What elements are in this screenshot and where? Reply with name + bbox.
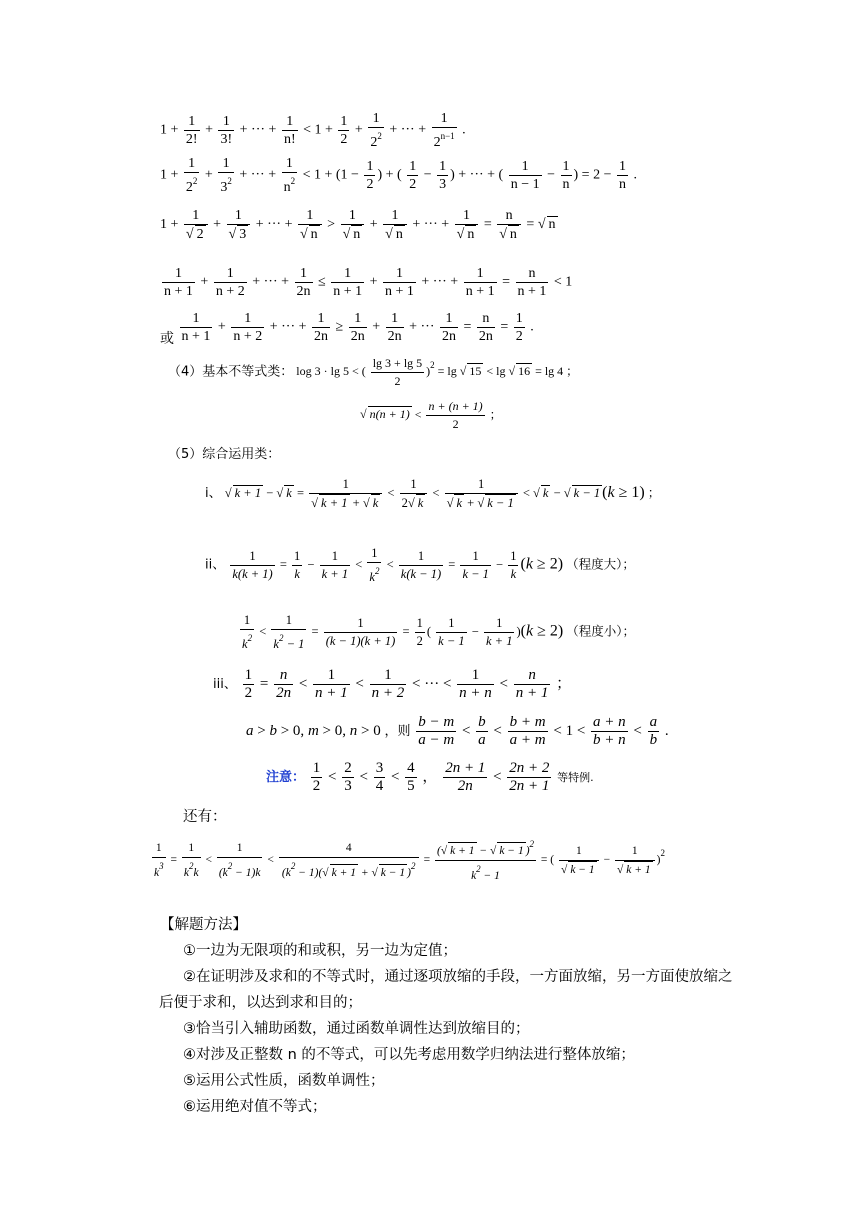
- item-i-label: i、: [205, 485, 222, 501]
- section-5-label: （5）综合运用类：: [168, 447, 281, 462]
- method-3: ③恰当引入辅助函数，通过函数单调性达到放缩目的；: [183, 1021, 530, 1037]
- formula-line-4: $\frac{1}{n + 1}$ + $\frac{1}{n + 2}$ + ··· + $\frac{1}{2n}$ ≤ $\frac{1}{n + 1}$ + $\frac{1}{n + 1}$ + ··· + $\frac{1}{n + 1}$ = $\frac{n}{n + 1}$ < 1: [164, 266, 573, 299]
- note-line: 注意： $\frac{1}{2}$ < $\frac{2}{3}$ < $\frac{3}{4}$ < $\frac{4}{5}$ ， $\frac{2n + 1}{2n}$ < $\frac{2n + 2}{2n + 1}$ 等特例.: [266, 760, 594, 794]
- methods-heading: 【解题方法】: [160, 917, 247, 933]
- formula-line-5: 或 $\frac{1}{n + 1}$ + $\frac{1}{n + 2}$ + ··· + $\frac{1}{2n}$ ≥ $\frac{1}{2n}$ + $\frac{1}{2n}$ + ··· $\frac{1}{2n}$ = $\frac{n}{2n}$ = $\frac{1}{2}$ .: [160, 311, 534, 347]
- note-label: 注意：: [266, 769, 306, 785]
- section-4-b: √ n(n + 1) < $\frac{n + (n + 1)}{2}$ ；: [360, 398, 502, 433]
- item-iii-b: a > b > 0, m > 0, n > 0 ，则 $\frac{b - m}{a - m}$ < $\frac{b}{a}$ < $\frac{b + m}{a + m}$ < 1 < $\frac{a + n}{b + n}$ < $\frac{a}{b}$ .: [246, 714, 669, 748]
- item-i: i、 √ k + 1 − √ k = 1 √ k + 1 + √ k < $\frac{1}{2√ k}$ < 1 √ k + √ k − 1 < √ k − √ k − 1 (k ≥ 1) ；: [205, 476, 660, 512]
- formula-line-1: 1 + $\frac{1}{2!}$ + $\frac{1}{3!}$ + ··· + $\frac{1}{n!}$ < 1 + $\frac{1}{2}$ + $\frac{1}{2^2}$ + ··· + $\frac{1}{2^{n-1}}$ .: [160, 111, 466, 150]
- method-5: ⑤运用公式性质，函数单调性；: [183, 1073, 385, 1089]
- item-iii: iii、 $\frac{1}{2}$ = $\frac{n}{2n}$ < $\frac{1}{n + 1}$ < $\frac{1}{n + 2}$ < ··· < $\frac{1}{n + n}$ < $\frac{n}{n + 1}$ ；: [213, 667, 572, 701]
- method-1: ①一边为无限项的和或积，另一边为定值；: [183, 943, 457, 959]
- method-2b: 后便于求和，以达到求和目的；: [159, 995, 362, 1011]
- ii2-note: （程度小）；: [566, 623, 636, 639]
- note-tail: 等特例.: [557, 770, 594, 784]
- formula-line-3: 1 + 1 √ 2 + 1 √ 3 + ··· + 1 √ n > 1 √ n + 1 √ n + ··· + 1 √ n = n √ n = √ n: [160, 207, 558, 243]
- item-ii-2: $\frac{1}{k^2}$ < $\frac{1}{k^2 - 1}$ = $\frac{1}{(k - 1)(k + 1)}$ = $\frac{1}{2}$ ( $\frac{1}{k - 1}$ − $\frac{1}{k + 1}$ )(k ≥ 2) （程度小）；: [242, 613, 636, 651]
- ii-note: （程度大）；: [566, 556, 635, 572]
- item-ii: ii、 $\frac{1}{k(k + 1)}$ = $\frac{1}{k}$ − $\frac{1}{k + 1}$ < $\frac{1}{k^2}$ < $\frac{1}{k(k - 1)}$ = $\frac{1}{k - 1}$ − $\frac{1}{k}$ (k ≥ 2) （程度大）；: [205, 546, 635, 584]
- item-ii-label: ii、: [205, 557, 226, 573]
- item-iii-label: iii、: [213, 676, 237, 692]
- or-label: 或: [160, 330, 174, 347]
- method-4: ④对涉及正整数 n 的不等式，可以先考虑用数学归纳法进行整体放缩；: [183, 1047, 635, 1063]
- method-2a: ②在证明涉及求和的不等式时，通过逐项放缩的手段，一方面放缩，另一方面使放缩之: [183, 969, 733, 985]
- also-label: 还有：: [183, 809, 227, 825]
- section-4-label: （4）基本不等式类：: [168, 364, 294, 380]
- method-6: ⑥运用绝对值不等式；: [183, 1099, 327, 1115]
- formula-line-2: 1 + $\frac{1}{2^2}$ + $\frac{1}{3^2}$ + ··· + $\frac{1}{n^2}$ < 1 + (1 − $\frac{1}{2}$ ) + ( $\frac{1}{2}$ − $\frac{1}{3}$ ) + ··· + ( $\frac{1}{n - 1}$ − $\frac{1}{n}$ ) = 2 − $\frac{1}{n}$ .: [160, 156, 637, 195]
- also-formula: $\frac{1}{k^3}$ = $\frac{1}{k^2k}$ < $\frac{1}{(k^2 - 1)k}$ < $\frac{4}{(k^2 - 1)(√ k + 1 + √ k - 1 )^2}$ = $\frac{(√ k + 1 - √ k - 1 )^2}{k^2 - 1}$ = ( 1 √ k − 1 − 1 √ k + 1 )$^2$: [150, 836, 665, 885]
- section-4: （4）基本不等式类： log 3 · lg 5 < ( $\frac{\lg 3 + \lg 5}{2}$ )$^2$ = lg √ 15 < lg √ 16 = lg 4 ；: [168, 355, 578, 390]
